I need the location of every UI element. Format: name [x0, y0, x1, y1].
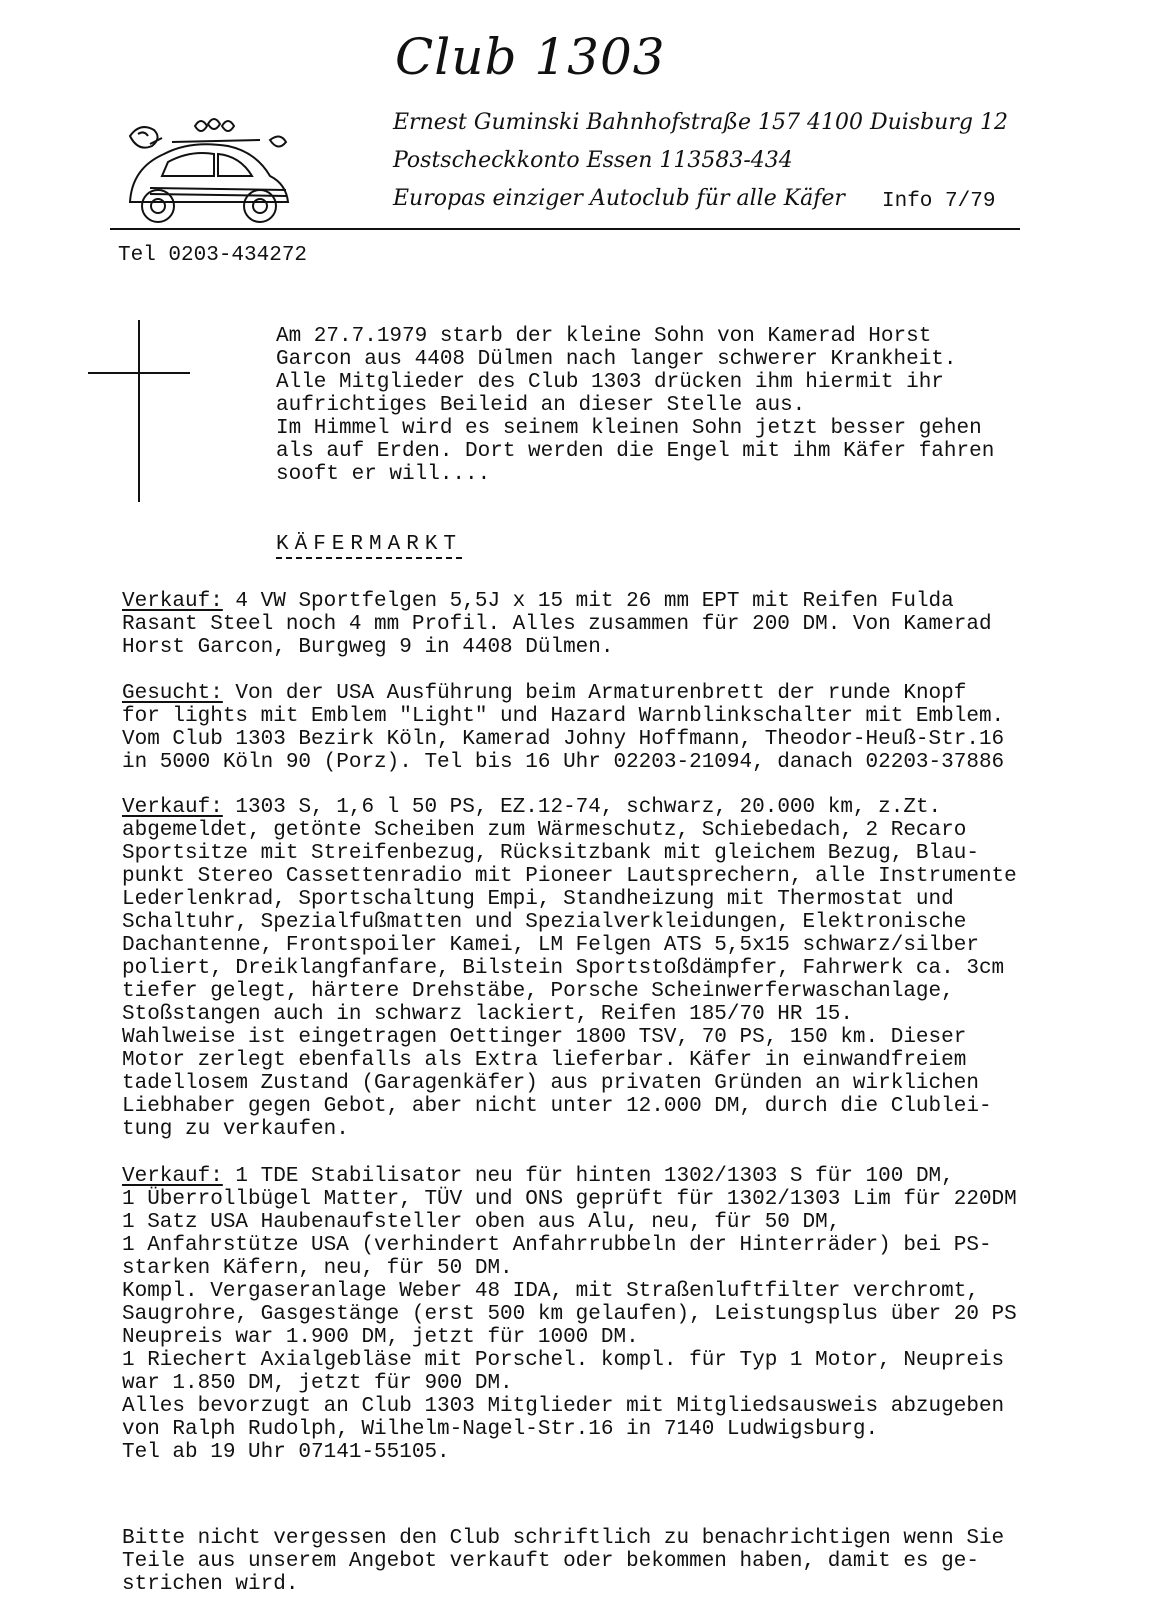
ad-label: Verkauf:	[122, 1165, 223, 1188]
beetle-car-logo	[110, 110, 300, 228]
ad-body: for lights mit Emblem "Light" und Hazard Warnblinkschalter mit Emblem. Vom Club 1303 Bezirk Köln, Kamerad Johny Hoffmann, Theodor-Heuß-Str.16 in 5000 Köln 90 (Porz). Tel bis 16 Uhr 02203-21094, danach 02203-37886	[122, 705, 1005, 774]
slogan-line: Europas einziger Autoclub für alle Käfer	[393, 186, 845, 211]
market-heading: KÄFERMARKT	[276, 533, 462, 559]
classified-ad	[122, 1165, 1132, 1464]
account-line: Postscheckkonto Essen 113583-434	[393, 148, 793, 173]
ad-first-line: 1 TDE Stabilisator neu für hinten 1302/1303 S für 100 DM,	[222, 1165, 954, 1188]
ad-label: Gesucht:	[122, 682, 223, 705]
ad-label: Verkauf:	[122, 590, 223, 613]
info-number: Info 7/79	[882, 190, 996, 213]
header-divider	[110, 228, 1020, 230]
ad-label: Verkauf:	[122, 796, 223, 819]
ad-first-line: 1303 S, 1,6 l 50 PS, EZ.12-74, schwarz, 20.000 km, z.Zt.	[222, 796, 942, 819]
classified-ad	[122, 590, 1132, 659]
classified-ad	[122, 796, 1132, 1141]
footer-note: Bitte nicht vergessen den Club schriftlich zu benachrichtigen wenn Sie Teile aus unserem Angebot verkauft oder bekommen haben, damit es ge- strichen wird.	[122, 1527, 1005, 1596]
ad-first-line: 4 VW Sportfelgen 5,5J x 15 mit 26 mm EPT mit Reifen Fulda	[222, 590, 954, 613]
club-title: Club 1303	[395, 28, 666, 86]
ad-body: Rasant Steel noch 4 mm Profil. Alles zusammen für 200 DM. Von Kamerad Horst Garcon, Burgweg 9 in 4408 Dülmen.	[122, 613, 992, 659]
obituary-text: Am 27.7.1979 starb der kleine Sohn von Kamerad Horst Garcon aus 4408 Dülmen nach langer schwerer Krankheit. Alle Mitglieder des Club 1303 drücken ihm hiermit ihr aufrichtiges Beileid an dieser Stelle aus. Im Himmel wird es seinem kleinen Sohn jetzt besser gehen als auf Erden. Dort werden die Engel mit ihm Käfer fahren sooft er will....	[276, 325, 995, 486]
ad-body: abgemeldet, getönte Scheiben zum Wärmeschutz, Schiebedach, 2 Recaro Sportsitze mit Streifenbezug, Rücksitzbank mit gleichem Bezug, Blau- punkt Stereo Cassettenradio mit Pioneer Lautsprechern, alle Instrumente Lederlenkrad, Sportschaltung Empi, Standheizung mit Thermostat und Schaltuhr, Spezialfußmatten und Spezialverkleidungen, Elektronische Dachantenne, Frontspoiler Kamei, LM Felgen ATS 5,5x15 schwarz/silber poliert, Dreiklangfanfare, Bilstein Sportstoßdämpfer, Fahrwerk ca. 3cm tiefer gelegt, härtere Drehstäbe, Porsche Scheinwerferwaschanlage, Stoßstangen auch in schwarz lackiert, Reifen 185/70 HR 15. Wahlweise ist eingetragen Oettinger 1800 TSV, 70 PS, 150 km. Dieser Motor zerlegt ebenfalls als Extra lieferbar. Käfer in einwandfreiem tadellosem Zustand (Garagenkäfer) aus privaten Gründen an wirklichen Liebhaber gegen Gebot, aber nicht unter 12.000 DM, durch die Clublei- tung zu verkaufen.	[122, 819, 1017, 1141]
classified-ad	[122, 682, 1132, 774]
memorial-cross-vertical	[138, 320, 140, 502]
address-line: Ernest Guminski Bahnhofstraße 157 4100 Duisburg 12	[393, 110, 1008, 135]
club-telephone: Tel 0203-434272	[118, 244, 308, 267]
memorial-cross-horizontal	[88, 372, 190, 374]
ad-body: 1 Überrollbügel Matter, TÜV und ONS geprüft für 1302/1303 Lim für 220DM 1 Satz USA Haubenaufsteller oben aus Alu, neu, für 50 DM, 1 Anfahrstütze USA (verhindert Anfahrrubbeln der Hinterräder) bei PS- starken Käfern, neu, für 50 DM. Kompl. Vergaseranlage Weber 48 IDA, mit Straßenluftfilter verchromt, Saugrohre, Gasgestänge (erst 500 km gelaufen), Leistungsplus über 20 PS Neupreis war 1.900 DM, jetzt für 1000 DM. 1 Riechert Axialgebläse mit Porschel. kompl. für Typ 1 Motor, Neupreis war 1.850 DM, jetzt für 900 DM. Alles bevorzugt an Club 1303 Mitglieder mit Mitgliedsausweis abzugeben von Ralph Rudolph, Wilhelm-Nagel-Str.16 in 7140 Ludwigsburg. Tel ab 19 Uhr 07141-55105.	[122, 1188, 1017, 1464]
ad-first-line: Von der USA Ausführung beim Armaturenbrett der runde Knopf	[222, 682, 967, 705]
